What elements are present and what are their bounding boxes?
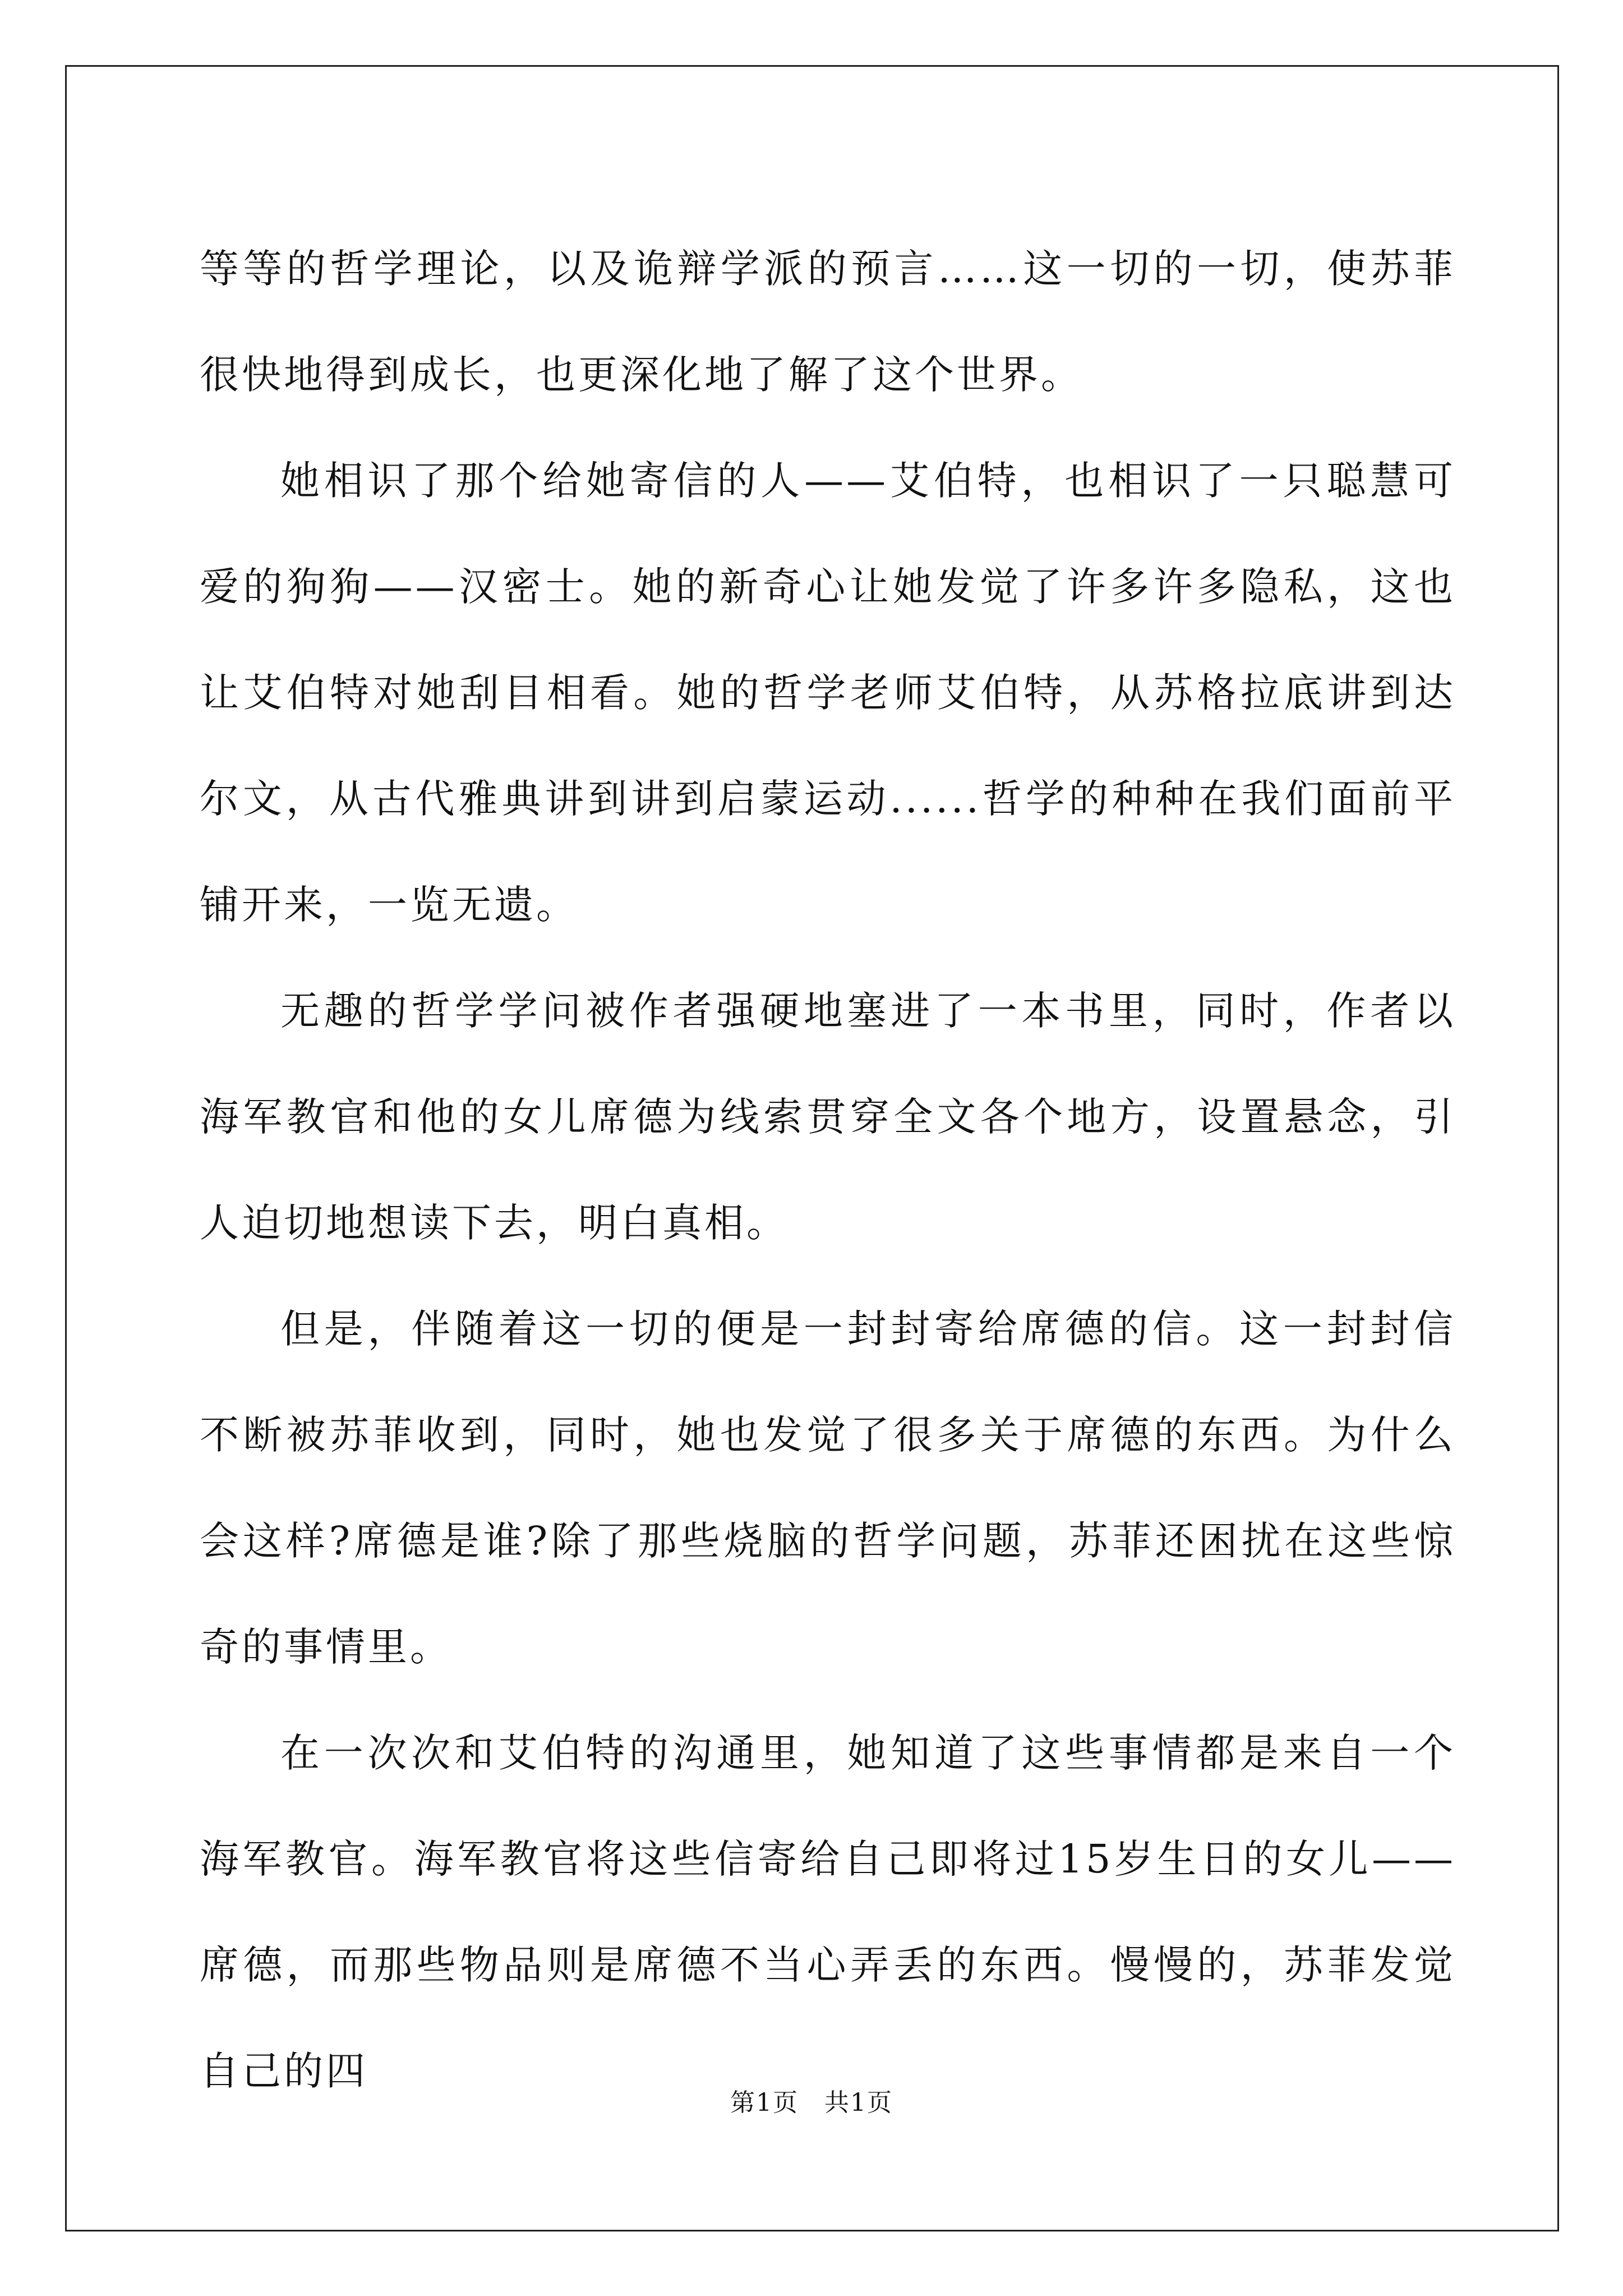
paragraph-4: 但是，伴随着这一切的便是一封封寄给席德的信。这一封封信不断被苏菲收到，同时，她也发觉了很多关于席德的东西。为什么会这样?席德是谁?除了那些烧脑的哲学问题，苏菲还困扰在这些惊奇的事情里。 <box>200 1306 1456 1670</box>
paragraph-1: 等等的哲学理论，以及诡辩学派的预言……这一切的一切，使苏菲很快地得到成长，也更深化地了解了这个世界。 <box>200 246 1456 398</box>
document-body <box>200 216 1456 2124</box>
paragraph-5: 在一次次和艾伯特的沟通里，她知道了这些事情都是来自一个海军教官。海军教官将这些信寄给自己即将过15岁生日的女儿——席德，而那些物品则是席德不当心弄丢的东西。慢慢的，苏菲发觉自己的四 <box>200 1730 1456 2094</box>
paragraph-3: 无趣的哲学学问被作者强硬地塞进了一本书里，同时，作者以海军教官和他的女儿席德为线索贯穿全文各个地方，设置悬念，引人迫切地想读下去，明白真相。 <box>200 988 1456 1246</box>
paragraph-2: 她相识了那个给她寄信的人——艾伯特，也相识了一只聪慧可爱的狗狗——汉密士。她的新奇心让她发觉了许多许多隐私，这也让艾伯特对她刮目相看。她的哲学老师艾伯特，从苏格拉底讲到达尔文，从古代雅典讲到讲到启蒙运动......哲学的种种在我们面前平铺开来，一览无遗。 <box>200 458 1456 928</box>
page-number-footer: 第1页 共1页 <box>730 2088 893 2117</box>
